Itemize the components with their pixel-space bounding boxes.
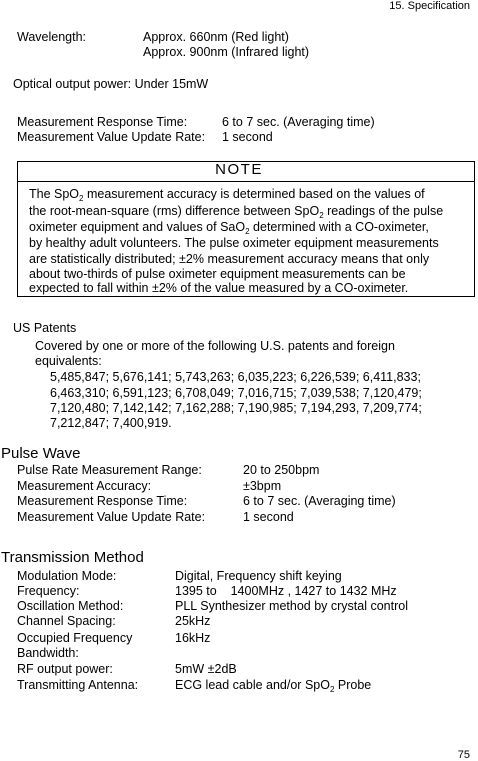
pulse-row-label: Measurement Response Time: xyxy=(17,494,188,508)
pulse-row-label: Measurement Value Update Rate: xyxy=(17,510,206,524)
patents-intro-1: Covered by one or more of the following U.S. patents and foreign xyxy=(35,339,395,353)
optical-output-power: Optical output power: Under 15mW xyxy=(13,77,209,91)
note-line-1: The SpO$_2$ measurement accuracy is determined based on the values of xyxy=(29,187,425,203)
transmission-row-value: 25kHz xyxy=(175,614,211,628)
patents-list-2: 6,463,310; 6,591,123; 6,708,049; 7,016,715; 7,039,538; 7,120,479; xyxy=(50,386,422,400)
wavelength-red: Approx. 660nm (Red light) xyxy=(143,30,289,44)
wavelength-label: Wavelength: xyxy=(17,30,87,44)
pulse-row-value: ±3bpm xyxy=(243,479,282,493)
transmission-row-label: Oscillation Method: xyxy=(17,599,124,613)
update-rate-label: Measurement Value Update Rate: xyxy=(17,130,206,144)
transmission-row-label: Channel Spacing: xyxy=(17,614,116,628)
transmission-row-label: RF output power: xyxy=(17,662,113,676)
patents-list-1: 5,485,847; 5,676,141; 5,743,263; 6,035,223; 6,226,539; 6,411,833; xyxy=(50,370,421,384)
transmission-row-value: ECG lead cable and/or SpO$_2$ Probe xyxy=(175,678,372,694)
note-line-4: by healthy adult volunteers. The pulse oximeter equipment measurements xyxy=(29,236,439,250)
transmission-row-value: Digital, Frequency shift keying xyxy=(175,569,342,583)
patents-heading: US Patents xyxy=(13,321,77,335)
transmission-row-value: 1395 to 1400MHz , 1427 to 1432 MHz xyxy=(175,584,397,598)
pulse-row-value: 20 to 250bpm xyxy=(243,463,320,477)
patents-intro-2: equivalents: xyxy=(35,354,102,368)
transmission-row-label: Transmitting Antenna: xyxy=(17,678,139,692)
note-line-5: are statistically distributed; ±2% measurement accuracy means that only xyxy=(29,252,430,266)
note-line-7: expected to fall within ±2% of the value measured by a CO-oximeter. xyxy=(29,281,409,295)
page-number: 75 xyxy=(457,749,470,761)
pulse-row-label: Pulse Rate Measurement Range: xyxy=(17,463,202,477)
transmission-row-value: 5mW ±2dB xyxy=(175,662,237,676)
wavelength-infrared: Approx. 900nm (Infrared light) xyxy=(143,45,310,59)
pulse-row-value: 6 to 7 sec. (Averaging time) xyxy=(243,494,396,508)
update-rate-value: 1 second xyxy=(222,130,273,144)
pulse-row-label: Measurement Accuracy: xyxy=(17,479,152,493)
note-line-2: the root-mean-square (rms) difference between SpO$_2$ readings of the pulse xyxy=(29,204,444,220)
transmission-row-label: Modulation Mode: xyxy=(17,569,117,583)
patents-list-4: 7,212,847; 7,400,919. xyxy=(50,416,172,430)
note-line-3: oximeter equipment and values of SaO$_2$ determined with a CO-oximeter, xyxy=(29,220,429,236)
patents-list-3: 7,120,480; 7,142,142; 7,162,288; 7,190,985; 7,194,293, 7,209,774; xyxy=(50,401,422,415)
response-time-label: Measurement Response Time: xyxy=(17,115,188,129)
note-divider xyxy=(17,181,475,182)
transmission-row-value: 16kHz xyxy=(175,631,211,645)
pulse-row-value: 1 second xyxy=(243,510,294,524)
running-header: 15. Specification xyxy=(389,0,470,12)
transmission-row-label: Occupied Frequency xyxy=(17,631,133,645)
transmission-heading: Transmission Method xyxy=(1,549,144,566)
note-title: NOTE xyxy=(215,161,263,178)
transmission-row-label: Bandwidth: xyxy=(17,646,79,660)
transmission-row-label: Frequency: xyxy=(17,584,80,598)
response-time-value: 6 to 7 sec. (Averaging time) xyxy=(222,115,375,129)
pulse-wave-heading: Pulse Wave xyxy=(1,445,81,462)
transmission-row-value: PLL Synthesizer method by crystal control xyxy=(175,599,408,613)
note-line-6: about two-thirds of pulse oximeter equipment measurements can be xyxy=(29,267,406,281)
